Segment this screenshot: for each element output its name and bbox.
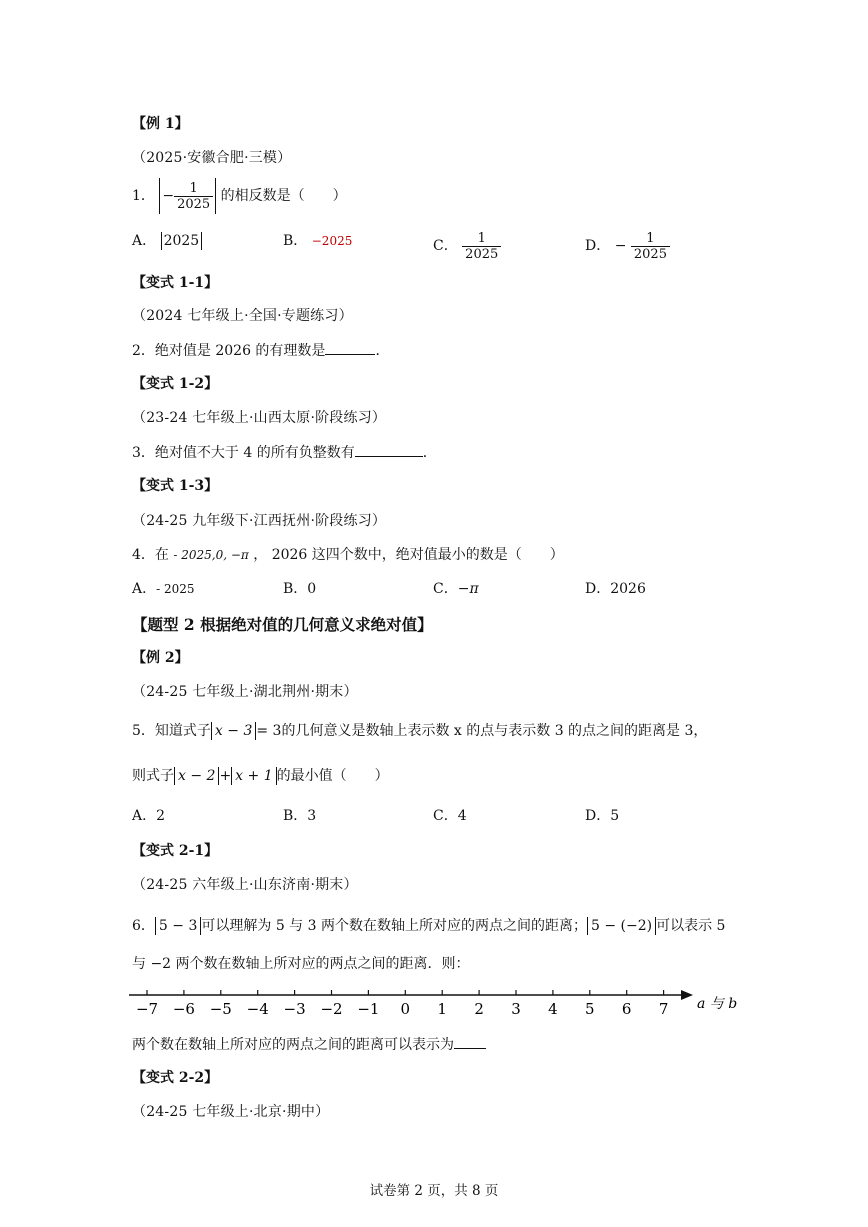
minus-sign: − [614,238,627,254]
equals-value: = 3 [256,723,282,739]
option-value: 4 [457,808,467,824]
question-6-line-1 [132,916,725,936]
question-5-line-2 [132,766,389,786]
absolute-value-expression: x − 2 [174,767,219,785]
question-1-stem: 的相反数是（ ） [220,188,347,204]
number-line-label: 7 [658,1000,669,1018]
fraction-denominator: 2025 [462,246,501,262]
question-6-line-3 [132,1034,486,1055]
option-letter: C． [433,238,458,254]
option-letter: D． [585,808,611,824]
q4-option-a [132,579,195,599]
number-line-label: 1 [437,1000,447,1018]
example-2-source: （24-25 七年级上·湖北荆州·期末） [132,684,358,700]
answer-blank[interactable] [325,340,375,355]
number-line-label: −2 [320,1000,343,1018]
arrow-head-icon [681,990,693,1000]
number-line-label: 5 [585,1000,595,1018]
q1-option-d [585,228,670,264]
question-5-prefix-2: 则式子 [132,768,174,784]
option-letter: A． [132,233,157,249]
q4-option-c [433,579,479,599]
page-footer: 试卷第 2 页，共 8 页 [369,1183,499,1199]
variant-1-3-source: （24-25 九年级下·江西抚州·阶段练习） [132,513,387,529]
plus-sign: + [219,768,232,784]
minus-sign: − [162,188,175,204]
number-line-label: −4 [246,1000,269,1018]
number-line-label: −7 [135,1000,159,1018]
option-value: 2 [156,808,166,824]
number-line-label: 4 [548,1000,558,1018]
q5-option-a [132,806,165,826]
variant-1-2-tag: 【变式 1-2】 [132,376,219,392]
option-value: −π [457,581,479,597]
number-line-label: 6 [621,1000,632,1018]
q5-option-c [433,806,467,826]
q1-option-b [283,231,352,251]
question-5-text: 的几何意义是数轴上表示数 x 的点与表示数 3 的点之间的距离是 3， [281,723,708,739]
fraction-denominator: 2025 [631,246,670,262]
option-letter: D． [585,238,611,254]
fraction-numerator: 1 [477,230,486,246]
abs-content: 5 − 3 [158,918,198,934]
variant-2-2-tag: 【变式 2-2】 [132,1070,219,1086]
question-1 [132,178,347,214]
option-value: −2025 [311,234,353,248]
q4-option-d [585,579,646,599]
section-2-title: 【题型 2 根据绝对值的几何意义求绝对值】 [132,615,433,634]
absolute-value-expression [155,917,201,935]
fraction [174,181,213,212]
q1-option-a [132,231,202,251]
variant-1-1-source: （2024 七年级上·全国·专题练习） [132,308,353,324]
question-2-end: ． [375,343,390,359]
option-letter: C． [433,581,458,597]
fraction-denominator: 2025 [174,196,213,212]
question-6-tail: 可以表示 5 [656,918,726,934]
q5-option-d [585,806,619,826]
option-letter: A． [132,581,157,597]
fraction-numerator: 1 [189,180,198,196]
q4-option-b [283,579,316,599]
question-4-prefix: 4．在 [132,547,169,563]
number-line-label: 2 [474,1000,484,1018]
question-6-prefix: 6． [132,918,155,934]
answer-blank[interactable] [355,442,423,457]
question-1-abs-fraction [159,178,216,214]
question-3-end: ． [422,445,437,461]
option-value: 2025 [161,232,203,250]
question-2-text: 2．绝对值是 2026 的有理数是 [132,343,326,359]
question-4-suffix: ， 2026 这四个数中，绝对值最小的数是（ ） [253,547,564,563]
q5-option-b [283,806,316,826]
example-1-tag: 【例 1】 [132,116,189,132]
number-line-label: −5 [209,1000,232,1018]
question-2 [132,340,389,361]
number-line-label: −3 [283,1000,306,1018]
question-6-text-3: 两个数在数轴上所对应的两点之间的距离可以表示为 [132,1037,454,1053]
number-line-label: −6 [172,1000,195,1018]
option-letter: B． [283,233,308,249]
option-letter: D． [585,581,611,597]
variant-1-1-tag: 【变式 1-1】 [132,275,219,291]
variant-2-2-source: （24-25 七年级上·北京·期中） [132,1104,330,1120]
question-6-line-2: 与 −2 两个数在数轴上所对应的两点之间的距离．则： [132,956,470,972]
variant-2-1-source: （24-25 六年级上·山东济南·期末） [132,877,358,893]
option-value: 2026 [610,581,646,597]
number-line-label: 3 [511,1000,521,1018]
fraction [631,231,670,262]
question-5-line-1 [132,721,707,741]
q1-option-c [433,228,501,264]
question-3 [132,442,437,463]
number-line-ticks [136,990,668,1018]
abs-content: 5 − (−2) [591,918,653,934]
question-5-suffix: 的最小值（ ） [276,768,389,784]
number-line-label: −1 [357,1000,380,1018]
number-line-label: 0 [400,1000,411,1018]
absolute-value-expression: x − 3 [211,722,256,740]
absolute-value-expression: x + 1 [231,767,276,785]
fraction [462,231,501,262]
variant-2-1-tag: 【变式 2-1】 [132,843,219,859]
question-4-numbers: - 2025,0, −π [173,548,249,562]
number-line-tail-label: a 与 b [697,996,738,1012]
example-2-tag: 【例 2】 [132,650,189,666]
option-letter: A． [132,808,157,824]
question-5-prefix: 5．知道式子 [132,723,211,739]
question-1-number: 1． [132,188,155,204]
question-3-text: 3．绝对值不大于 4 的所有负整数有 [132,445,355,461]
option-value: 3 [307,808,317,824]
variant-1-2-source: （23-24 七年级上·山西太原·阶段练习） [132,410,387,426]
question-4 [132,545,564,565]
variant-1-3-tag: 【变式 1-3】 [132,478,219,494]
option-value: 0 [307,581,317,597]
option-value: - 2025 [156,582,195,596]
answer-blank[interactable] [454,1034,486,1049]
option-letter: C． [433,808,458,824]
option-value: 5 [610,808,620,824]
question-6-text: 可以理解为 5 与 3 两个数在数轴上所对应的两点之间的距离； [201,918,587,934]
example-1-source: （2025·安徽合肥·三模） [132,150,292,166]
fraction-numerator: 1 [646,230,655,246]
number-line [125,984,745,1024]
option-letter: B． [283,581,308,597]
option-letter: B． [283,808,308,824]
absolute-value-expression [587,917,656,935]
